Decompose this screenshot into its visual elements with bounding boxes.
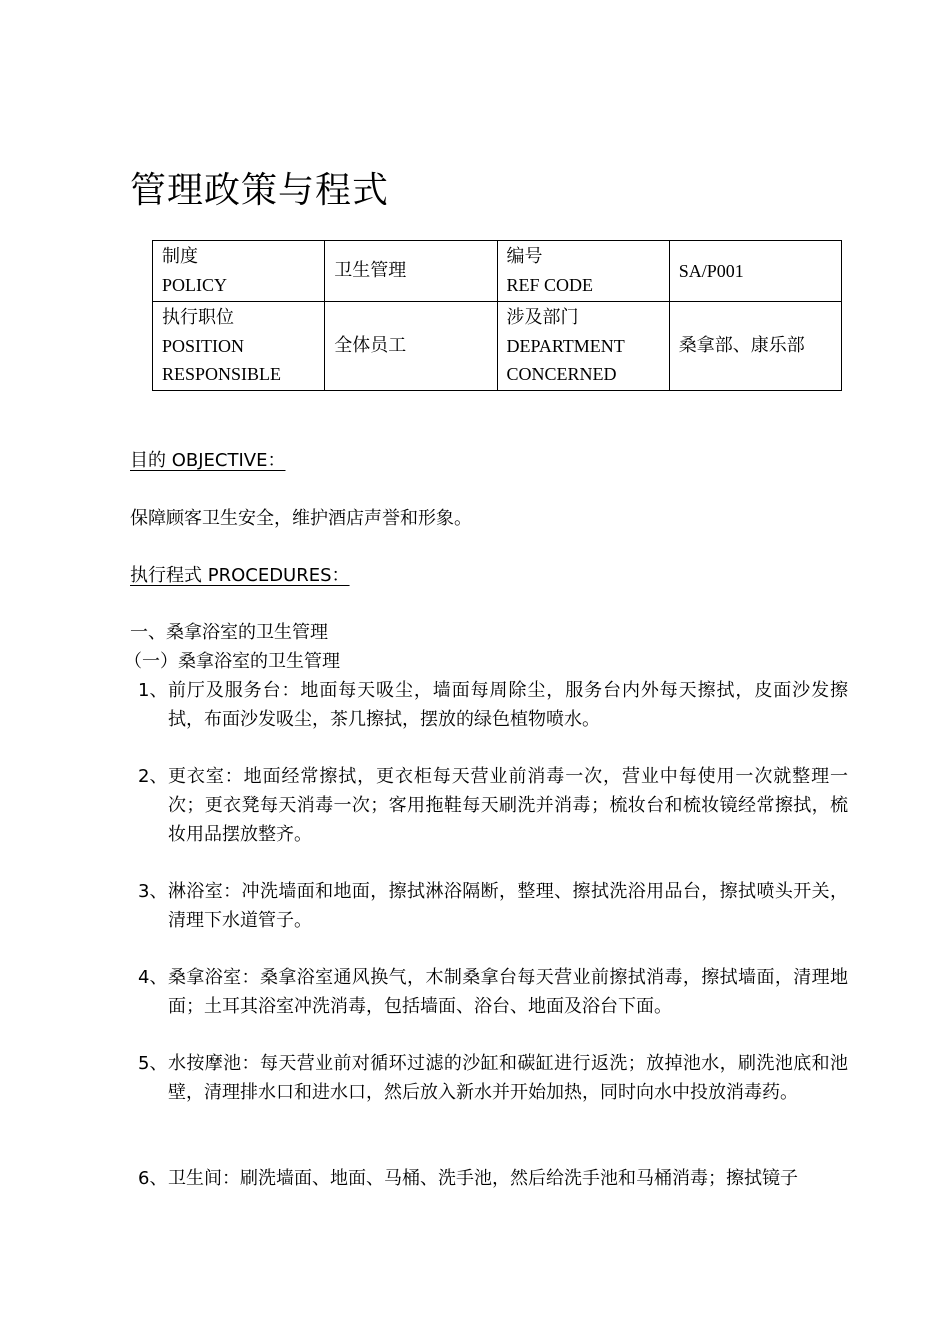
item-text: 前厅及服务台：地面每天吸尘，墙面每周除尘，服务台内外每天擦拭，皮面沙发擦拭，布面沙发吸尘，茶几擦拭，摆放的绿色植物喷水。: [168, 680, 848, 730]
policy-label-en: POLICY: [162, 275, 228, 295]
item-number: 3、: [138, 881, 168, 902]
policy-label-cell: [153, 241, 325, 302]
list-item: [138, 762, 848, 849]
policy-info-table: [152, 240, 842, 391]
table-row: [153, 302, 842, 391]
position-label-en-2: RESPONSIBLE: [162, 364, 282, 384]
list-item: [138, 676, 848, 734]
position-label-en-1: POSITION: [162, 336, 245, 356]
item-number: 6、: [138, 1168, 168, 1189]
objective-heading: 目的 OBJECTIVE：: [130, 450, 286, 471]
list-item: [138, 1049, 848, 1107]
position-label-cn: 执行职位: [162, 307, 234, 328]
item-text: 卫生间：刷洗墙面、地面、马桶、洗手池，然后给洗手池和马桶消毒；擦拭镜子: [168, 1168, 798, 1189]
item-number: 2、: [138, 766, 168, 787]
item-number: 4、: [138, 967, 168, 988]
dept-label-cn: 涉及部门: [506, 307, 579, 328]
ref-label-cell: [497, 241, 669, 302]
position-value: 全体员工: [325, 302, 497, 391]
policy-label-cn: 制度: [162, 246, 198, 267]
policy-value: 卫生管理: [325, 241, 497, 302]
procedures-heading: 执行程式 PROCEDURES：: [130, 565, 350, 586]
table-row: [153, 241, 842, 302]
ref-value: SA/P001: [669, 241, 841, 302]
dept-value: 桑拿部、康乐部: [669, 302, 841, 391]
list-item: [138, 963, 848, 1021]
list-item: [138, 877, 848, 935]
item-text: 水按摩池：每天营业前对循环过滤的沙缸和碳缸进行返洗；放掉池水，刷洗池底和池壁，清理排水口和进水口，然后放入新水并开始加热，同时向水中投放消毒药。: [168, 1053, 848, 1103]
document-title: 管理政策与程式: [130, 170, 390, 211]
dept-label-cell: [497, 302, 669, 391]
dept-label-en-1: DEPARTMENT: [506, 336, 625, 356]
subsection-1-heading: （一）桑拿浴室的卫生管理: [124, 651, 340, 672]
ref-label-en: REF CODE: [506, 275, 594, 295]
item-text: 更衣室：地面经常擦拭，更衣柜每天营业前消毒一次，营业中每使用一次就整理一次；更衣凳每天消毒一次；客用拖鞋每天刷洗并消毒；梳妆台和梳妆镜经常擦拭，梳妆用品摆放整齐。: [168, 766, 848, 845]
item-number: 5、: [138, 1053, 168, 1074]
position-label-cell: [153, 302, 325, 391]
item-text: 桑拿浴室：桑拿浴室通风换气，木制桑拿台每天营业前擦拭消毒，擦拭墙面，清理地面；土耳其浴室冲洗消毒，包括墙面、浴台、地面及浴台下面。: [168, 967, 848, 1017]
objective-text: 保障顾客卫生安全，维护酒店声誉和形象。: [130, 508, 472, 529]
list-item: [138, 1164, 848, 1193]
section-1-heading: 一、桑拿浴室的卫生管理: [130, 622, 328, 643]
item-number: 1、: [138, 680, 168, 701]
ref-label-cn: 编号: [506, 246, 543, 267]
dept-label-en-2: CONCERNED: [506, 364, 617, 384]
item-text: 淋浴室：冲洗墙面和地面，擦拭淋浴隔断，整理、擦拭洗浴用品台，擦拭喷头开关，清理下水道管子。: [168, 881, 848, 931]
